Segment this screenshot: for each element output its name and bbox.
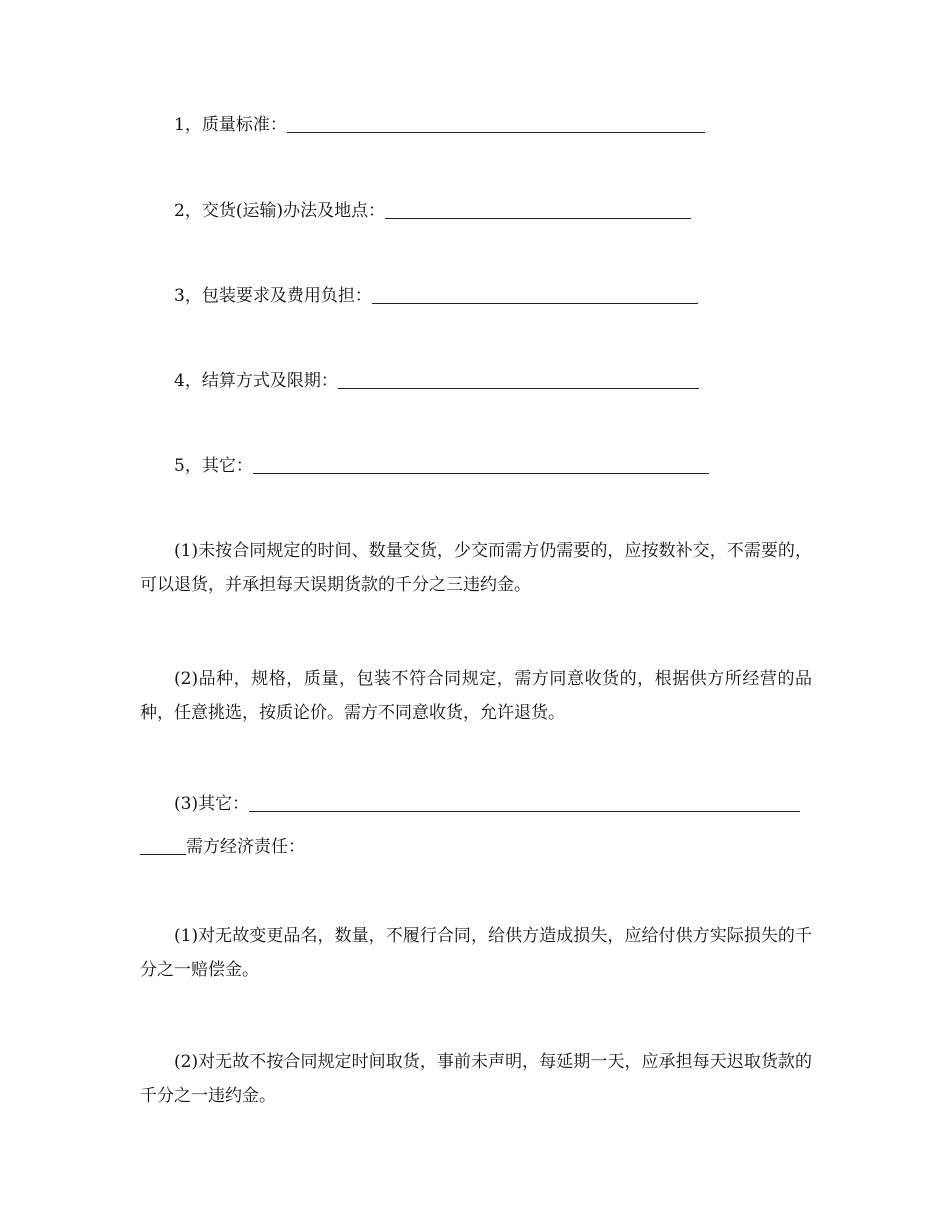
blank-line[interactable] — [249, 811, 800, 812]
field-label: 4，结算方式及限期： — [174, 371, 338, 391]
blank-line[interactable] — [372, 303, 698, 304]
paragraph-text: (1)未按合同规定的时间、数量交货，少交而需方仍需要的，应按数补交，不需要的，可以退货，并承担每天误期货款的千分之三违约金。 — [140, 541, 812, 595]
field-quality-standard — [174, 114, 705, 136]
field-label: (3)其它： — [174, 794, 250, 814]
paragraph-text: (2)品种，规格，质量，包装不符合同规定，需方同意收货的，根据供方所经营的品种，任意挑选，按质论价。需方不同意收货，允许退货。 — [140, 669, 812, 723]
field-label: 3，包装要求及费用负担： — [174, 286, 372, 306]
paragraph-buyer-change — [140, 919, 812, 987]
paragraph-text: (2)对无故不按合同规定时间取货，事前未声明，每延期一天，应承担每天迟取货款的千分之一违约金。 — [140, 1052, 812, 1106]
blank-line[interactable] — [338, 388, 699, 389]
field-label: 2，交货(运输)办法及地点： — [174, 201, 386, 221]
field-other — [174, 455, 709, 477]
blank-line[interactable] — [385, 218, 691, 219]
blank-line[interactable] — [140, 854, 186, 855]
field-label: 1，质量标准： — [174, 115, 287, 135]
paragraph-buyer-late-pickup — [140, 1045, 812, 1113]
buyer-section-heading — [140, 836, 305, 858]
paragraph-late-delivery — [140, 534, 812, 602]
blank-line[interactable] — [253, 473, 709, 474]
field-settlement — [174, 370, 699, 392]
field-label: 5，其它： — [174, 456, 253, 476]
paragraph-quality-mismatch — [140, 662, 812, 730]
field-other-item — [174, 793, 800, 815]
paragraph-text: (1)对无故变更品名，数量，不履行合同，给供方造成损失，应给付供方实际损失的千分之一赔偿金。 — [140, 926, 812, 980]
field-packaging — [174, 285, 698, 307]
blank-line[interactable] — [287, 132, 705, 133]
field-delivery-method — [174, 200, 691, 222]
section-label: 需方经济责任： — [186, 837, 305, 857]
